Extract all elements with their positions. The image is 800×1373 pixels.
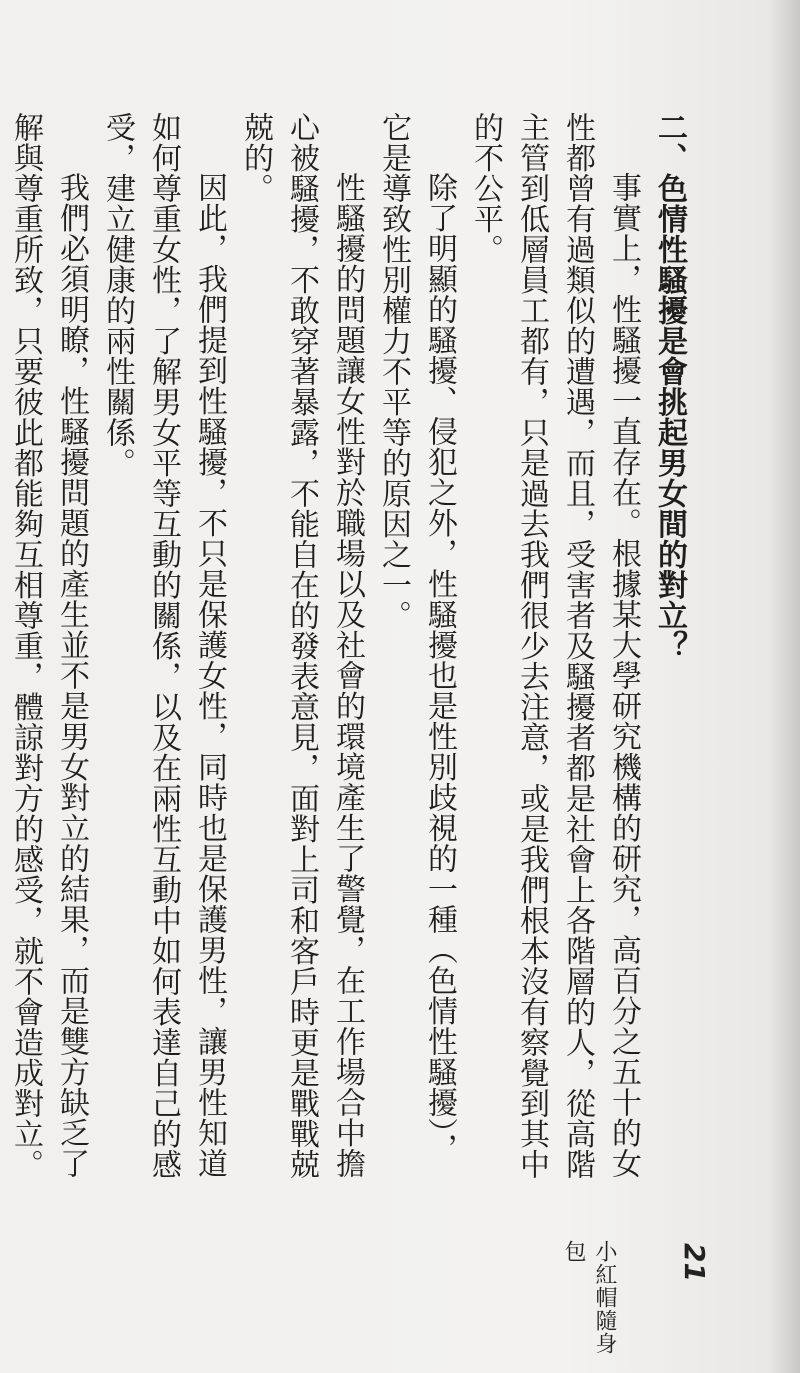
paragraph-5: 我們必須明瞭，性騷擾問題的產生並不是男女對立的結果，而是雙方缺乏了解與尊重所致，只要彼此都能夠互相尊重，體諒對方的感受，就不會造成對立。 [8,112,89,1180]
paragraph-3: 性騷擾的問題讓女性對於職場以及社會的環境產生了警覺，在工作場合中擔心被騷擾，不敢穿著暴露，不能自在的發表意見，面對上司和客戶時更是戰戰兢兢的。 [238,112,365,1180]
paragraph-2: 除了明顯的騷擾、侵犯之外，性騷擾也是性別歧視的一種（色情性騷擾），它是導致性別權力不平等的原因之一。 [376,112,457,1164]
paragraph-1: 事實上，性騷擾一直存在。根據某大學研究機構的研究，高百分之五十的女性都曾有過類似的遭遇，而且，受害者及騷擾者都是社會上各階層的人，從高階主管到低層員工都有，只是過去我們很少去注意，或是我們根本沒有察覺到其中的不公平。 [468,112,641,1180]
section-heading: 二、色情性騷擾是會挑起男女間的對立？ [652,112,687,661]
paragraph-4: 因此，我們提到性騷擾，不只是保護女性，同時也是保護男性，讓男性知道如何尊重女性，了解男女平等互動的關係，以及在兩性互動中如何表達自己的感受，建立健康的兩性關係。 [100,112,227,1180]
running-title: 小紅帽隨身包 [561,1240,617,1355]
body-text [8,112,692,1192]
page-number: 21 [678,1243,712,1282]
